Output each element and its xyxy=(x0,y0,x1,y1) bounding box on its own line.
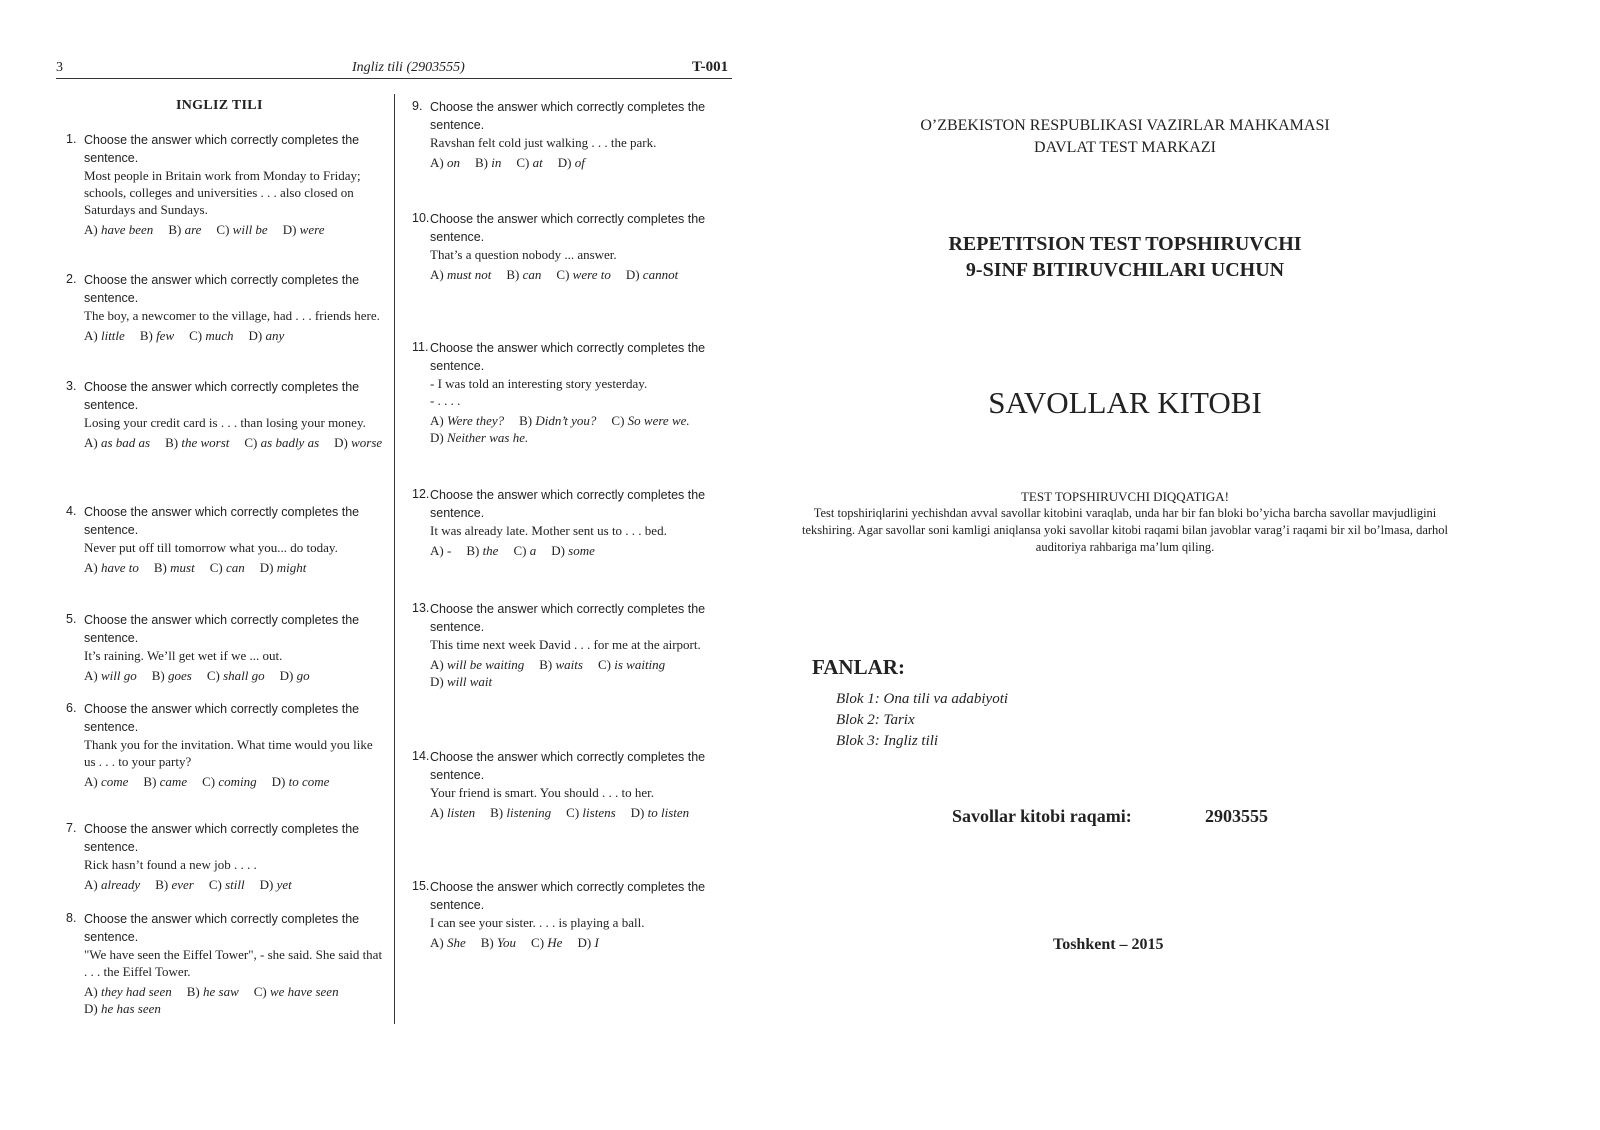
question-number: 5. xyxy=(66,612,77,626)
option-b[interactable]: B) are xyxy=(168,222,202,237)
subjects-title: FANLAR: xyxy=(812,655,905,679)
option-c[interactable]: C) as badly as xyxy=(244,435,320,450)
option-d[interactable]: D) worse xyxy=(334,435,383,450)
question-stem: The boy, a newcomer to the village, had . . . friends here. xyxy=(84,308,380,323)
question-2 xyxy=(66,271,386,344)
city-year: Toshkent – 2015 xyxy=(1053,936,1164,953)
question-8 xyxy=(66,910,386,1017)
option-c[interactable]: C) coming xyxy=(202,774,257,789)
option-b[interactable]: B) the worst xyxy=(165,435,230,450)
question-stem: It was already late. Mother sent us to . . . bed. xyxy=(430,523,667,538)
answer-options xyxy=(84,434,386,451)
answer-options xyxy=(84,327,386,344)
option-d[interactable]: D) cannot xyxy=(625,267,679,282)
option-c[interactable]: C) much xyxy=(189,328,234,343)
option-a[interactable]: A) already xyxy=(84,877,141,892)
option-b[interactable]: B) in xyxy=(474,155,502,170)
answer-options xyxy=(430,934,732,951)
option-c[interactable]: C) shall go xyxy=(206,668,265,683)
organization-subname: DAVLAT TEST MARKAZI xyxy=(1034,139,1216,156)
option-a[interactable]: A) will be waiting xyxy=(430,657,525,672)
option-c[interactable]: C) So were we. xyxy=(611,413,690,428)
option-c[interactable]: C) will be xyxy=(216,222,268,237)
option-a[interactable]: A) must not xyxy=(430,267,492,282)
option-c[interactable]: C) is waiting xyxy=(597,657,666,672)
organization-name: O’ZBEKISTON RESPUBLIKASI VAZIRLAR MAHKAMASI xyxy=(920,117,1330,134)
option-d[interactable]: D) to listen xyxy=(630,805,690,820)
answer-options xyxy=(84,667,386,684)
option-c[interactable]: C) He xyxy=(531,935,563,950)
answer-options xyxy=(84,983,386,1017)
question-number: 13. xyxy=(412,601,430,615)
option-d[interactable]: D) were xyxy=(282,222,325,237)
option-d[interactable]: D) I xyxy=(577,935,599,950)
question-9 xyxy=(412,98,732,171)
option-b[interactable]: B) came xyxy=(143,774,188,789)
question-stem: Losing your credit card is . . . than losing your money. xyxy=(84,415,366,430)
question-stem: This time next week David . . . for me at the airport. xyxy=(430,637,701,652)
option-a[interactable]: A) little xyxy=(84,328,125,343)
option-a[interactable]: A) come xyxy=(84,774,129,789)
question-stem: Never put off till tomorrow what you... do today. xyxy=(84,540,338,555)
question-10 xyxy=(412,210,732,283)
answer-options xyxy=(84,221,386,238)
book-title: SAVOLLAR KITOBI xyxy=(988,385,1262,420)
answer-options xyxy=(430,412,732,446)
option-a[interactable]: A) Were they? xyxy=(430,413,505,428)
answer-options xyxy=(84,559,386,576)
option-d[interactable]: D) might xyxy=(259,560,307,575)
option-d[interactable]: D) yet xyxy=(259,877,292,892)
option-a[interactable]: A) listen xyxy=(430,805,476,820)
option-b[interactable]: B) the xyxy=(466,543,499,558)
question-instruction: Choose the answer which correctly completes the sentence. xyxy=(430,880,706,912)
question-instruction: Choose the answer which correctly completes the sentence. xyxy=(84,505,360,537)
question-number: 6. xyxy=(66,701,77,715)
notice-text: Test topshiriqlarini yechishdan avval savollar kitobini varaqlab, unda har bir fan bloki bo’yicha barcha savollar mavjudligini tekshiring. Agar savollar soni kamligi aniqlansa yoki savollar kitobi raqami bilan javoblar varag’i raqami bir xil bo’lmasa, darhol auditoriya rahbariga ma’lum qiling. xyxy=(801,506,1448,554)
option-d[interactable]: D) he has seen xyxy=(84,1001,161,1016)
option-d[interactable]: D) to come xyxy=(271,774,330,789)
question-number: 12. xyxy=(412,487,430,501)
question-instruction: Choose the answer which correctly completes the sentence. xyxy=(84,133,360,165)
question-number: 11. xyxy=(412,340,429,354)
question-number: 9. xyxy=(412,99,423,113)
question-15 xyxy=(412,878,732,951)
question-instruction: Choose the answer which correctly completes the sentence. xyxy=(84,273,360,305)
question-stem: Thank you for the invitation. What time would you like us . . . to your party? xyxy=(84,737,373,769)
book-number-label: Savollar kitobi raqami: xyxy=(952,806,1132,826)
option-a[interactable]: A) will go xyxy=(84,668,137,683)
question-13 xyxy=(412,600,732,690)
test-type-title: REPETITSION TEST TOPSHIRUVCHI xyxy=(948,233,1302,255)
answer-options xyxy=(430,266,732,283)
option-c[interactable]: C) at xyxy=(516,155,543,170)
question-7 xyxy=(66,820,386,893)
header-title: Ingliz tili (2903555) xyxy=(352,60,465,75)
question-1 xyxy=(66,131,386,238)
answer-options xyxy=(430,154,732,171)
question-4 xyxy=(66,503,386,576)
question-number: 4. xyxy=(66,504,77,518)
option-b[interactable]: B) ever xyxy=(155,877,194,892)
column-divider xyxy=(394,94,395,1024)
option-a[interactable]: A) She xyxy=(430,935,466,950)
option-d[interactable]: D) some xyxy=(551,543,595,558)
option-a[interactable]: A) - xyxy=(430,543,452,558)
option-b[interactable]: B) he saw xyxy=(186,984,239,999)
question-6 xyxy=(66,700,386,790)
answer-options xyxy=(430,804,732,821)
option-c[interactable]: C) a xyxy=(513,543,537,558)
question-number: 7. xyxy=(66,821,77,835)
option-d[interactable]: D) Neither was he. xyxy=(430,430,529,445)
option-c[interactable]: C) we have seen xyxy=(253,984,339,999)
question-number: 10. xyxy=(412,211,430,225)
option-c[interactable]: C) were to xyxy=(556,267,611,282)
option-b[interactable]: B) can xyxy=(506,267,542,282)
question-number: 1. xyxy=(66,132,77,146)
question-instruction: Choose the answer which correctly completes the sentence. xyxy=(84,380,360,412)
question-stem-reply: - . . . . xyxy=(430,393,461,408)
question-number: 8. xyxy=(66,911,77,925)
question-stem: Rick hasn’t found a new job . . . . xyxy=(84,857,257,872)
option-a[interactable]: A) have to xyxy=(84,560,139,575)
question-instruction: Choose the answer which correctly completes the sentence. xyxy=(84,613,360,645)
option-d[interactable]: D) will wait xyxy=(430,674,493,689)
option-b[interactable]: B) You xyxy=(480,935,517,950)
subject-block-1: Blok 1: Ona tili va adabiyoti xyxy=(836,691,1009,707)
question-12 xyxy=(412,486,732,559)
question-stem: - I was told an interesting story yesterday. xyxy=(430,376,648,391)
section-title: INGLIZ TILI xyxy=(176,98,263,113)
question-stem: Ravshan felt cold just walking . . . the park. xyxy=(430,135,657,150)
question-instruction: Choose the answer which correctly completes the sentence. xyxy=(84,702,360,734)
option-b[interactable]: B) listening xyxy=(490,805,552,820)
question-stem: "We have seen the Eiffel Tower", - she said. She said that . . . the Eiffel Tower. xyxy=(84,947,383,979)
answer-options xyxy=(430,542,732,559)
subject-block-3: Blok 3: Ingliz tili xyxy=(836,733,939,749)
question-stem: Most people in Britain work from Monday to Friday; schools, colleges and universities . . . also closed on Saturdays and Sundays. xyxy=(84,168,361,217)
question-number: 15. xyxy=(412,879,430,893)
option-d[interactable]: D) of xyxy=(557,155,585,170)
option-c[interactable]: C) still xyxy=(208,877,245,892)
answer-options xyxy=(430,656,732,690)
question-number: 14. xyxy=(412,749,430,763)
question-instruction: Choose the answer which correctly completes the sentence. xyxy=(430,100,706,132)
option-a[interactable]: A) as bad as xyxy=(84,435,151,450)
answer-options xyxy=(84,773,386,790)
option-c[interactable]: C) can xyxy=(209,560,245,575)
question-11 xyxy=(412,339,732,446)
option-c[interactable]: C) listens xyxy=(566,805,616,820)
option-d[interactable]: D) go xyxy=(279,668,310,683)
question-instruction: Choose the answer which correctly completes the sentence. xyxy=(430,488,706,520)
question-stem: I can see your sister. . . . is playing a ball. xyxy=(430,915,645,930)
question-instruction: Choose the answer which correctly completes the sentence. xyxy=(84,912,360,944)
answer-options xyxy=(84,876,386,893)
question-14 xyxy=(412,748,732,821)
header-code: T-001 xyxy=(692,59,729,75)
question-3 xyxy=(66,378,386,451)
question-stem: It’s raining. We’ll get wet if we ... out. xyxy=(84,648,283,663)
subject-block-2: Blok 2: Tarix xyxy=(836,712,915,728)
test-audience-title: 9-SINF BITIRUVCHILARI UCHUN xyxy=(965,259,1285,281)
option-d[interactable]: D) any xyxy=(248,328,285,343)
question-5 xyxy=(66,611,386,684)
question-number: 2. xyxy=(66,272,77,286)
option-b[interactable]: B) few xyxy=(139,328,175,343)
option-b[interactable]: B) must xyxy=(153,560,195,575)
page-number: 3 xyxy=(56,60,63,75)
book-number-value: 2903555 xyxy=(1205,806,1268,826)
question-stem: Your friend is smart. You should . . . to her. xyxy=(430,785,655,800)
option-b[interactable]: B) waits xyxy=(539,657,583,672)
question-instruction: Choose the answer which correctly completes the sentence. xyxy=(430,602,706,634)
option-a[interactable]: A) on xyxy=(430,155,460,170)
question-instruction: Choose the answer which correctly completes the sentence. xyxy=(84,822,360,854)
question-instruction: Choose the answer which correctly completes the sentence. xyxy=(430,750,706,782)
option-b[interactable]: B) goes xyxy=(151,668,192,683)
question-number: 3. xyxy=(66,379,77,393)
question-instruction: Choose the answer which correctly completes the sentence. xyxy=(430,341,706,373)
question-instruction: Choose the answer which correctly completes the sentence. xyxy=(430,212,706,244)
option-a[interactable]: A) have been xyxy=(84,222,154,237)
option-a[interactable]: A) they had seen xyxy=(84,984,172,999)
question-stem: That’s a question nobody ... answer. xyxy=(430,247,617,262)
notice-title: TEST TOPSHIRUVCHI DIQQATIGA! xyxy=(1020,489,1229,504)
header-divider xyxy=(56,78,732,79)
option-b[interactable]: B) Didn’t you? xyxy=(519,413,597,428)
